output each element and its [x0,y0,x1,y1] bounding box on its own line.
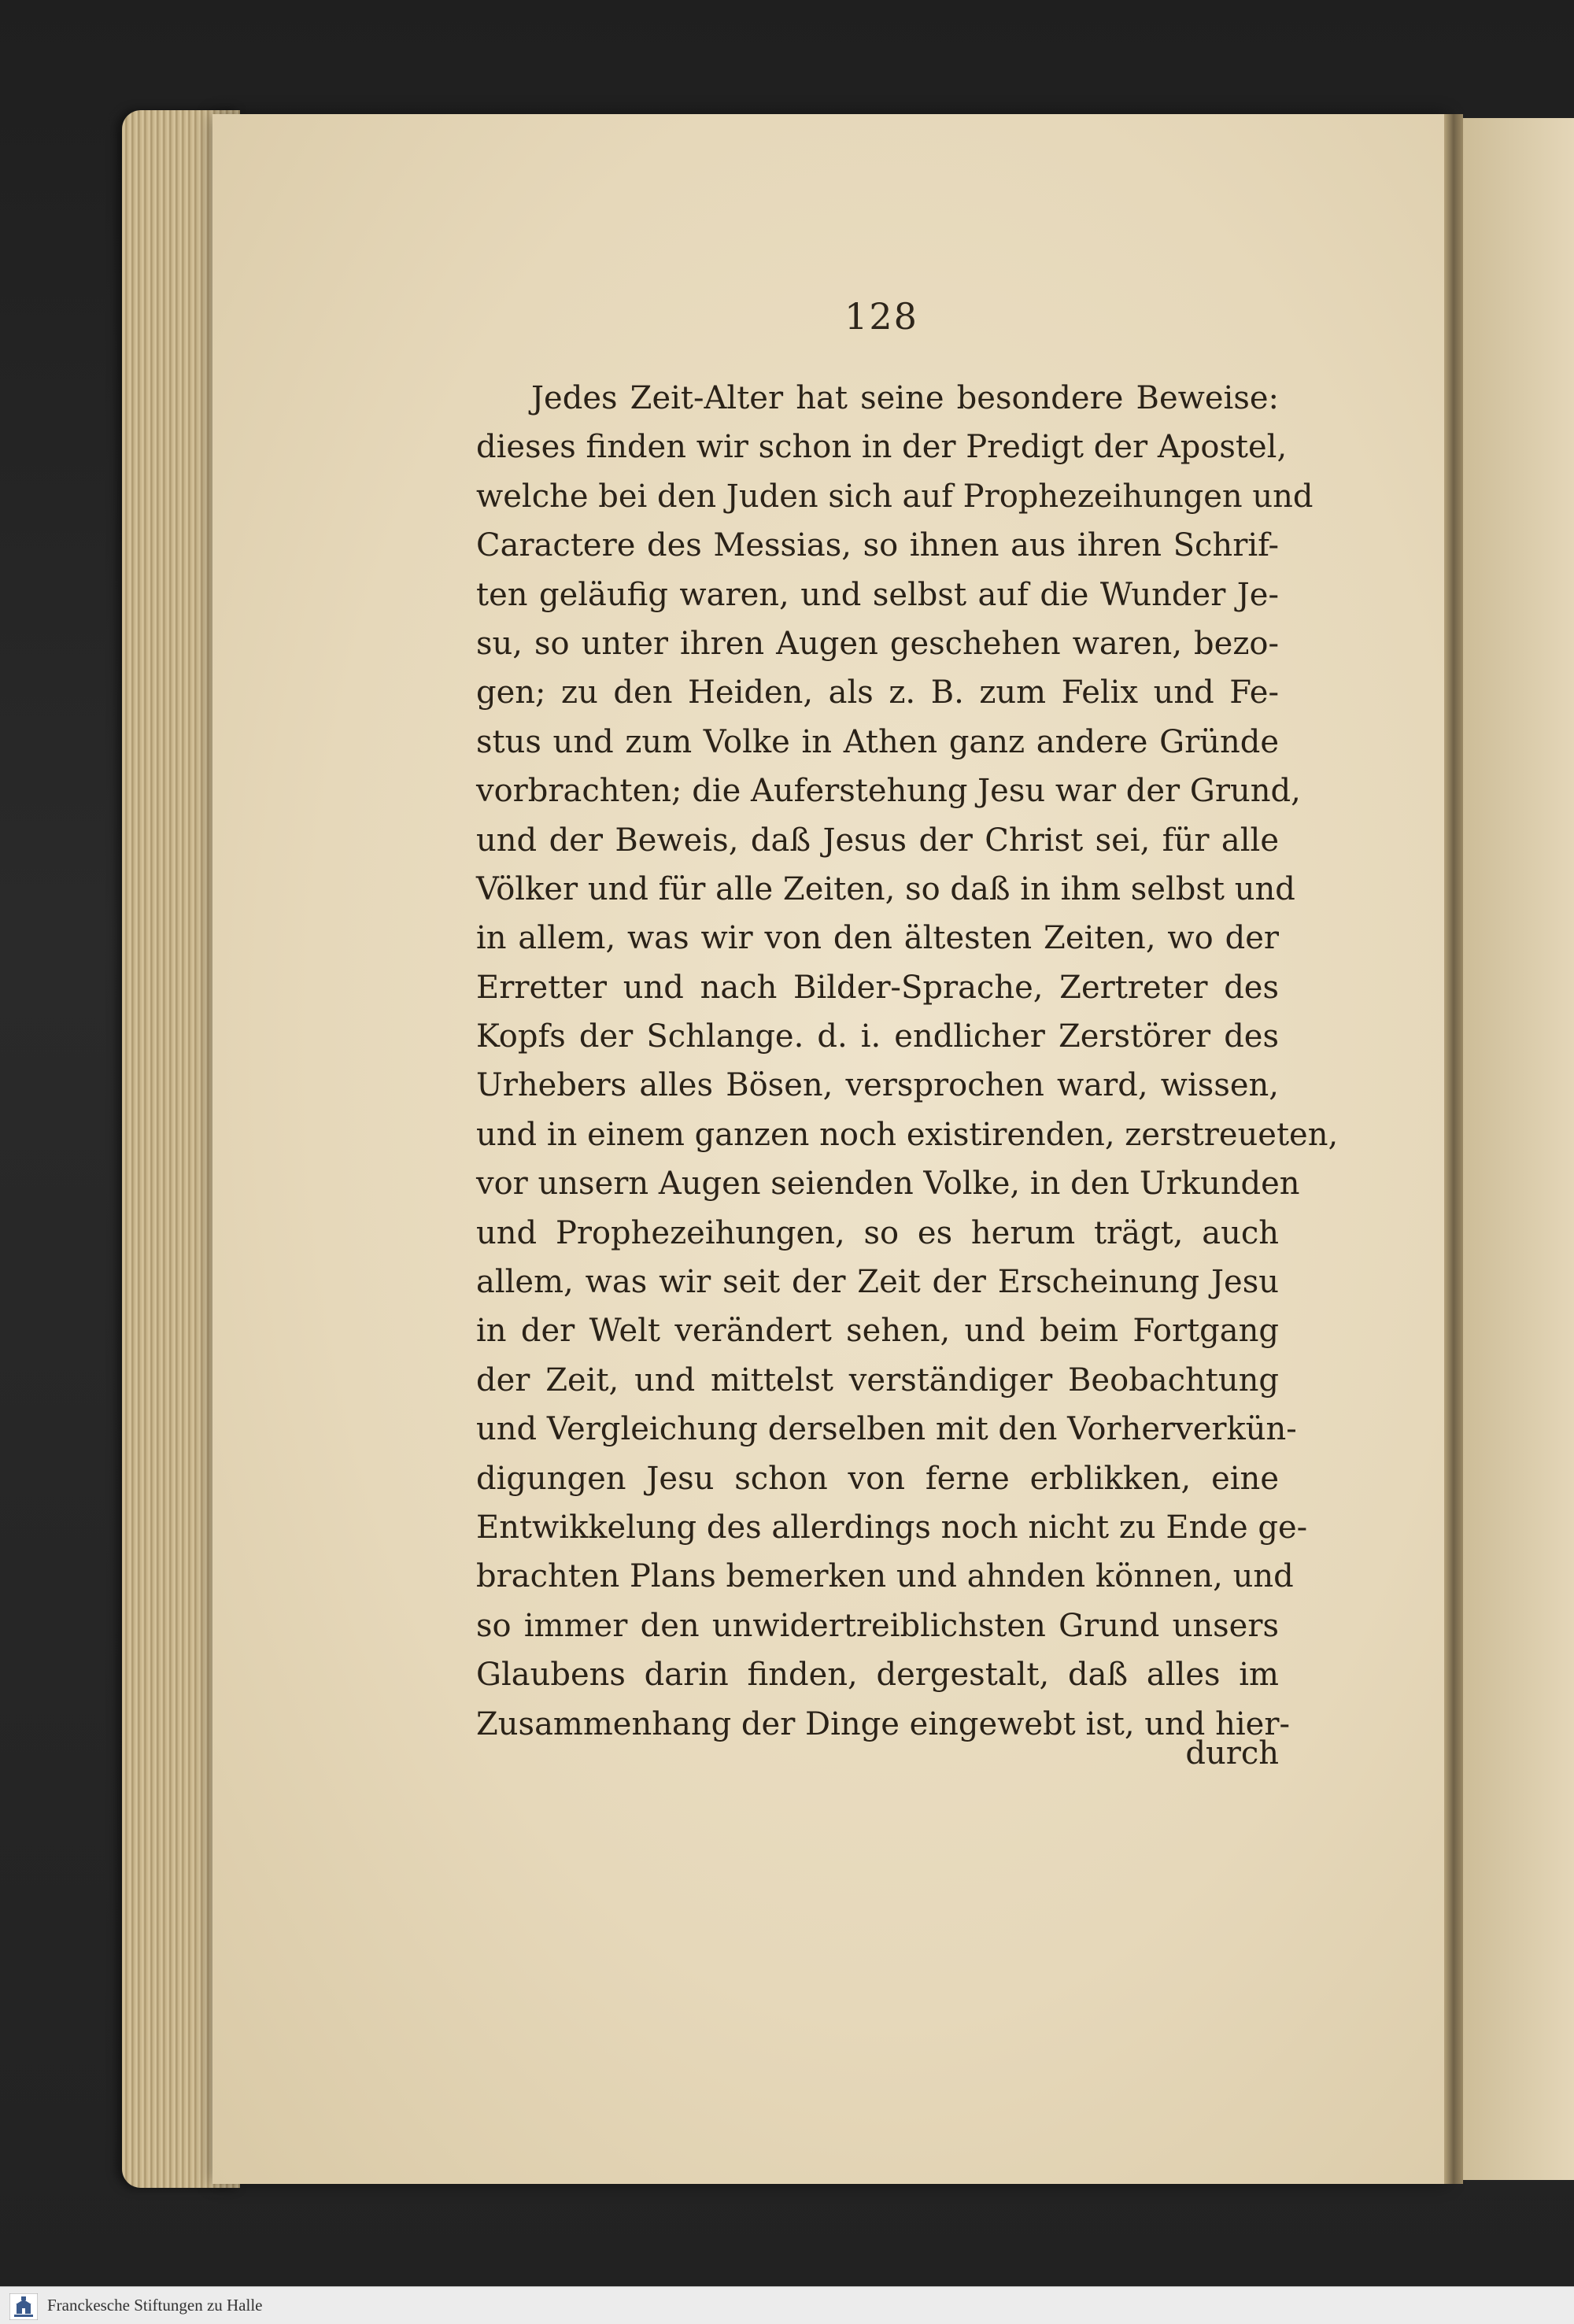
text-line: Caractere des Messias, so ihnen aus ihren Schrif- [476,527,1279,564]
text-line: ten geläufig waren, und selbst auf die Wunder Je- [476,576,1279,613]
text-line: digungen Jesu schon von ferne erblikken, eine [476,1460,1279,1497]
text-line: Entwikkelung des allerdings noch nicht zu Ende ge- [476,1509,1308,1546]
text-line: und der Beweis, daß Jesus der Christ sei, für alle [476,822,1279,859]
text-line: vorbrachten; die Auferstehung Jesu war der Grund, [476,773,1301,810]
text-line: und Prophezeihungen, so es herum trägt, auch [476,1214,1279,1251]
text-line: in der Welt verändert sehen, und beim Fortgang [476,1313,1279,1350]
text-line: Erretter und nach Bilder-Sprache, Zertreter des [476,969,1279,1006]
footer-bar [0,2286,1574,2324]
text-line: Glaubens darin finden, dergestalt, daß alles im [476,1657,1279,1694]
text-line: gen; zu den Heiden, als z. B. zum Felix und Fe- [476,674,1279,711]
text-line: Jedes Zeit-Alter hat seine besondere Beweise: [531,380,1279,416]
text-line: allem, was wir seit der Zeit der Erscheinung Jesu [476,1264,1279,1301]
text-line: welche bei den Juden sich auf Prophezeihungen und [476,478,1314,515]
catchword: durch [1185,1735,1279,1772]
page-text-block [476,374,1339,1749]
facing-page-edge [1463,118,1574,2180]
text-line: Urhebers alles Bösen, versprochen ward, wissen, [476,1067,1279,1104]
text-line: so immer den unwidertreiblichsten Grund unsers [476,1607,1279,1644]
text-line: in allem, was wir von den ältesten Zeiten, wo der [476,920,1279,957]
text-line: der Zeit, und mittelst verständiger Beobachtung [476,1362,1279,1398]
text-line: su, so unter ihren Augen geschehen waren, bezo- [476,625,1279,662]
text-line: Kopfs der Schlange. d. i. endlicher Zerstörer des [476,1018,1279,1055]
text-line: stus und zum Volke in Athen ganz andere Gründe [476,723,1279,760]
text-line: Völker und für alle Zeiten, so daß in ihm selbst und [476,870,1295,907]
text-line: dieses finden wir schon in der Predigt der Apostel, [476,429,1288,466]
text-line: und Vergleichung derselben mit den Vorherverkün- [476,1411,1297,1448]
francke-foundation-logo-icon [9,2293,38,2320]
footer-institution-name: Franckesche Stiftungen zu Halle [47,2296,263,2315]
text-line: und in einem ganzen noch existirenden, zerstreueten, [476,1116,1339,1153]
text-line: vor unsern Augen seienden Volke, in den Urkunden [476,1166,1300,1203]
text-line: brachten Plans bemerken und ahnden können, und [476,1558,1294,1595]
text-line: Zusammenhang der Dinge eingewebt ist, und hier- [476,1705,1290,1742]
page-number: 128 [844,295,918,338]
book-gutter [1444,114,1463,2184]
